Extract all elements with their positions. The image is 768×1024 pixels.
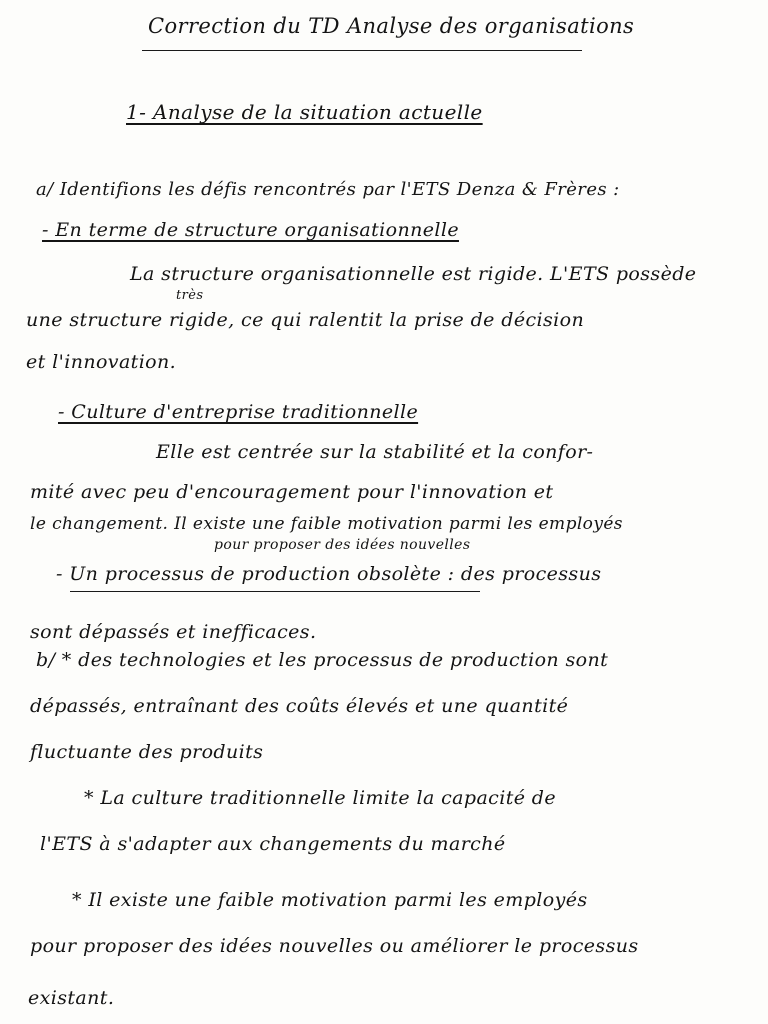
text-line: pour proposer des idées nouvelles: [214, 537, 471, 553]
text-line: fluctuante des produits: [30, 741, 264, 763]
text-line: mité avec peu d'encouragement pour l'innovation et: [30, 481, 554, 503]
text-line: * Il existe une faible motivation parmi les employés: [72, 889, 588, 911]
text-line: La structure organisationnelle est rigide. L'ETS possède: [130, 263, 697, 285]
subheading: - Un processus de production obsolète : des processus: [56, 563, 602, 585]
text-line: pour proposer des idées nouvelles ou améliorer le processus: [30, 935, 639, 957]
text-line: le changement. Il existe une faible motivation parmi les employés: [30, 514, 623, 534]
subheading: - En terme de structure organisationnelle: [42, 219, 459, 241]
subheading: - Culture d'entreprise traditionnelle: [58, 401, 419, 423]
section-heading: 1- Analyse de la situation actuelle: [126, 100, 483, 124]
text-line: existant.: [28, 987, 115, 1009]
text-line: a/ Identifions les défis rencontrés par l'ETS Denza & Frères :: [36, 179, 620, 200]
subheading-underline: [70, 591, 480, 592]
text-line: l'ETS à s'adapter aux changements du marché: [40, 833, 506, 855]
text-line: une structure rigide, ce qui ralentit la prise de décision: [26, 309, 585, 331]
text-line: dépassés, entraînant des coûts élevés et une quantité: [30, 695, 569, 717]
text-line: b/ * des technologies et les processus de production sont: [36, 649, 609, 671]
text-line: * La culture traditionnelle limite la capacité de: [84, 787, 557, 809]
text-line: sont dépassés et inefficaces.: [30, 621, 317, 643]
title-underline: [142, 50, 582, 51]
text-line: Elle est centrée sur la stabilité et la confor-: [156, 441, 594, 463]
text-line: et l'innovation.: [26, 351, 177, 373]
page-title: Correction du TD Analyse des organisations: [148, 14, 635, 38]
insertion-mark: très: [176, 288, 204, 303]
